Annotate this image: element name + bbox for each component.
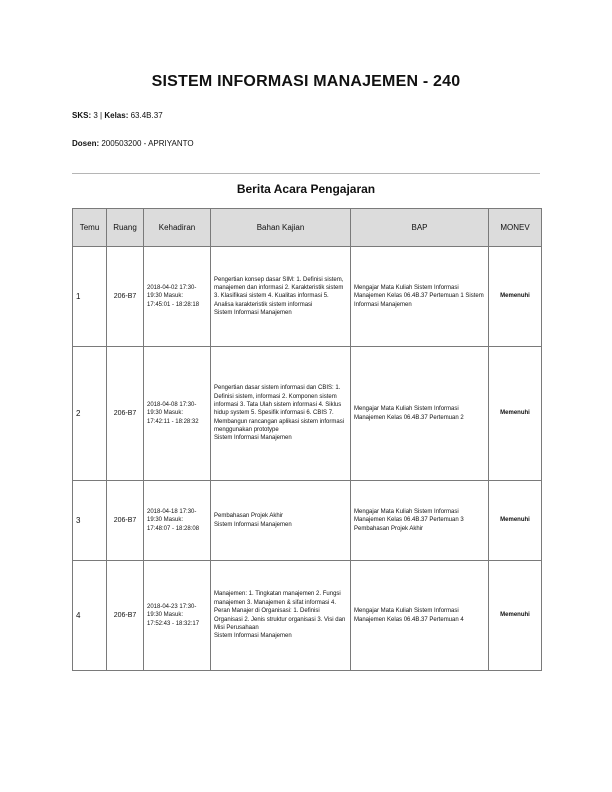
cell-kehadiran: 2018-04-23 17:30-19:30 Masuk: 17:52:43 - 18:32:17 <box>144 561 211 671</box>
cell-bap: Mengajar Mata Kuliah Sistem Informasi Manajemen Kelas 06.4B.37 Pertemuan 1 Sistem Informasi Manajemen <box>351 247 489 347</box>
dosen-label: Dosen: <box>72 139 100 148</box>
cell-kehadiran: 2018-04-08 17:30-19:30 Masuk: 17:42:11 - 18:28:32 <box>144 347 211 481</box>
header-temu: Temu <box>73 209 107 247</box>
bap-table <box>72 208 542 671</box>
cell-ruang: 206-B7 <box>107 561 144 671</box>
cell-temu: 4 <box>73 561 107 671</box>
sks-label: SKS: <box>72 111 92 120</box>
kajian-subject: Sistem Informasi Manajemen <box>214 633 292 640</box>
meta-separator: | <box>100 111 103 120</box>
cell-bahan-kajian <box>211 347 351 481</box>
kajian-subject: Sistem Informasi Manajemen <box>214 521 292 528</box>
cell-ruang: 206-B7 <box>107 347 144 481</box>
cell-kehadiran: 2018-04-18 17:30-19:30 Masuk: 17:48:07 - 18:28:08 <box>144 481 211 561</box>
kajian-text: Manajemen: 1. Tingkatan manajemen 2. Fungsi manajemen 3. Manajemen & sifat informasi 4. Peran Manajer di Organisasi: 1. Definisi Organisasi 2. Jenis struktur organisasi 3. Visi dan Misi Perusahaan <box>214 591 346 631</box>
cell-monev: Memenuhi <box>489 247 542 347</box>
cell-temu: 1 <box>73 247 107 347</box>
cell-bap: Mengajar Mata Kuliah Sistem Informasi Manajemen Kelas 06.4B.37 Pertemuan 3 Pembahasan Projek Akhir <box>351 481 489 561</box>
kajian-text: Pengertian dasar sistem informasi dan CBIS: 1. Definisi sistem, informasi 2. Komponen sistem informasi 3. Tata Ulah sistem informasi 4. Siklus hidup system 5. Spesifik informasi 6. CBIS 7. Membangun rancangan aplikasi sistem informasi menggunakan prototype <box>214 385 345 434</box>
kelas-label: Kelas: <box>104 111 129 120</box>
sks-value: 3 <box>93 111 98 120</box>
cell-monev: Memenuhi <box>489 481 542 561</box>
cell-temu: 3 <box>73 481 107 561</box>
cell-monev: Memenuhi <box>489 347 542 481</box>
cell-bap: Mengajar Mata Kuliah Sistem Informasi Manajemen Kelas 06.4B.37 Pertemuan 2 <box>351 347 489 481</box>
table-header-row <box>73 209 542 247</box>
header-bahan-kajian: Bahan Kajian <box>211 209 351 247</box>
cell-bap: Mengajar Mata Kuliah Sistem Informasi Manajemen Kelas 06.4B.37 Pertemuan 4 <box>351 561 489 671</box>
kelas-value: 63.4B.37 <box>130 111 163 120</box>
cell-ruang: 206-B7 <box>107 247 144 347</box>
cell-bahan-kajian <box>211 247 351 347</box>
header-monev: MONEV <box>489 209 542 247</box>
cell-kehadiran: 2018-04-02 17:30-19:30 Masuk: 17:45:01 - 18:28:18 <box>144 247 211 347</box>
header-kehadiran: Kehadiran <box>144 209 211 247</box>
kajian-subject: Sistem Informasi Manajemen <box>214 310 292 317</box>
divider <box>72 173 540 174</box>
dosen-line <box>72 139 194 148</box>
cell-temu: 2 <box>73 347 107 481</box>
cell-monev: Memenuhi <box>489 561 542 671</box>
kajian-text: Pengertian konsep dasar SIM: 1. Definisi sistem, manajemen dan informasi 2. Karakteristik sistem 3. Klasifikasi sistem 4. Kualitas informasi 5. Analisa karakteristik sistem informasi <box>214 276 344 308</box>
table-row <box>73 481 542 561</box>
sks-kelas-line <box>72 111 163 120</box>
table-row <box>73 247 542 347</box>
kajian-text: Pembahasan Projek Akhir <box>214 513 284 520</box>
kajian-subject: Sistem Informasi Manajemen <box>214 435 292 442</box>
section-title: Berita Acara Pengajaran <box>236 182 376 196</box>
header-ruang: Ruang <box>107 209 144 247</box>
cell-ruang: 206-B7 <box>107 481 144 561</box>
dosen-value: 200503200 - APRIYANTO <box>101 139 194 148</box>
table-row <box>73 347 542 481</box>
page-title: SISTEM INFORMASI MANAJEMEN - 240 <box>151 73 461 90</box>
table-row <box>73 561 542 671</box>
cell-bahan-kajian <box>211 481 351 561</box>
header-bap: BAP <box>351 209 489 247</box>
cell-bahan-kajian <box>211 561 351 671</box>
